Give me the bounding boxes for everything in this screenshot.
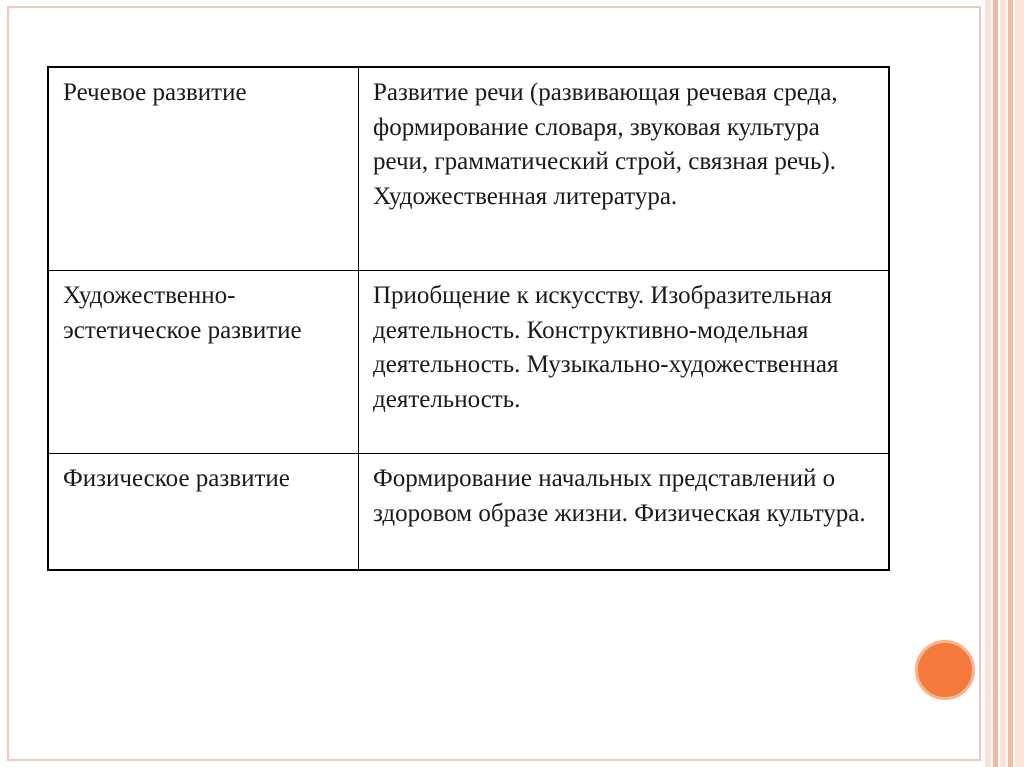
table-row (48, 271, 889, 454)
area-cell: Речевое развитие (48, 67, 359, 271)
decorative-stripe (1015, 0, 1024, 767)
decorative-stripe (985, 0, 991, 767)
decorative-circle (915, 640, 975, 700)
table-row (48, 67, 889, 271)
content-cell: Приобщение к искусству. Изобразительная деятельность. Конструктивно-модельная деятельность. Музыкально-художественная деятельность. (359, 271, 890, 454)
content-cell: Развитие речи (развивающая речевая среда, формирование словаря, звуковая культура речи, грамматический строй, связная речь). Художественная литература. (359, 67, 890, 271)
table-row (48, 454, 889, 571)
decorative-stripe (1008, 0, 1013, 767)
area-cell: Художественно-эстетическое развитие (48, 271, 359, 454)
decorative-stripe (993, 0, 998, 767)
development-areas-table (47, 66, 890, 571)
decorative-stripe (1000, 0, 1006, 767)
area-cell: Физическое развитие (48, 454, 359, 571)
content-cell: Формирование начальных представлений о здоровом образе жизни. Физическая культура. (359, 454, 890, 571)
